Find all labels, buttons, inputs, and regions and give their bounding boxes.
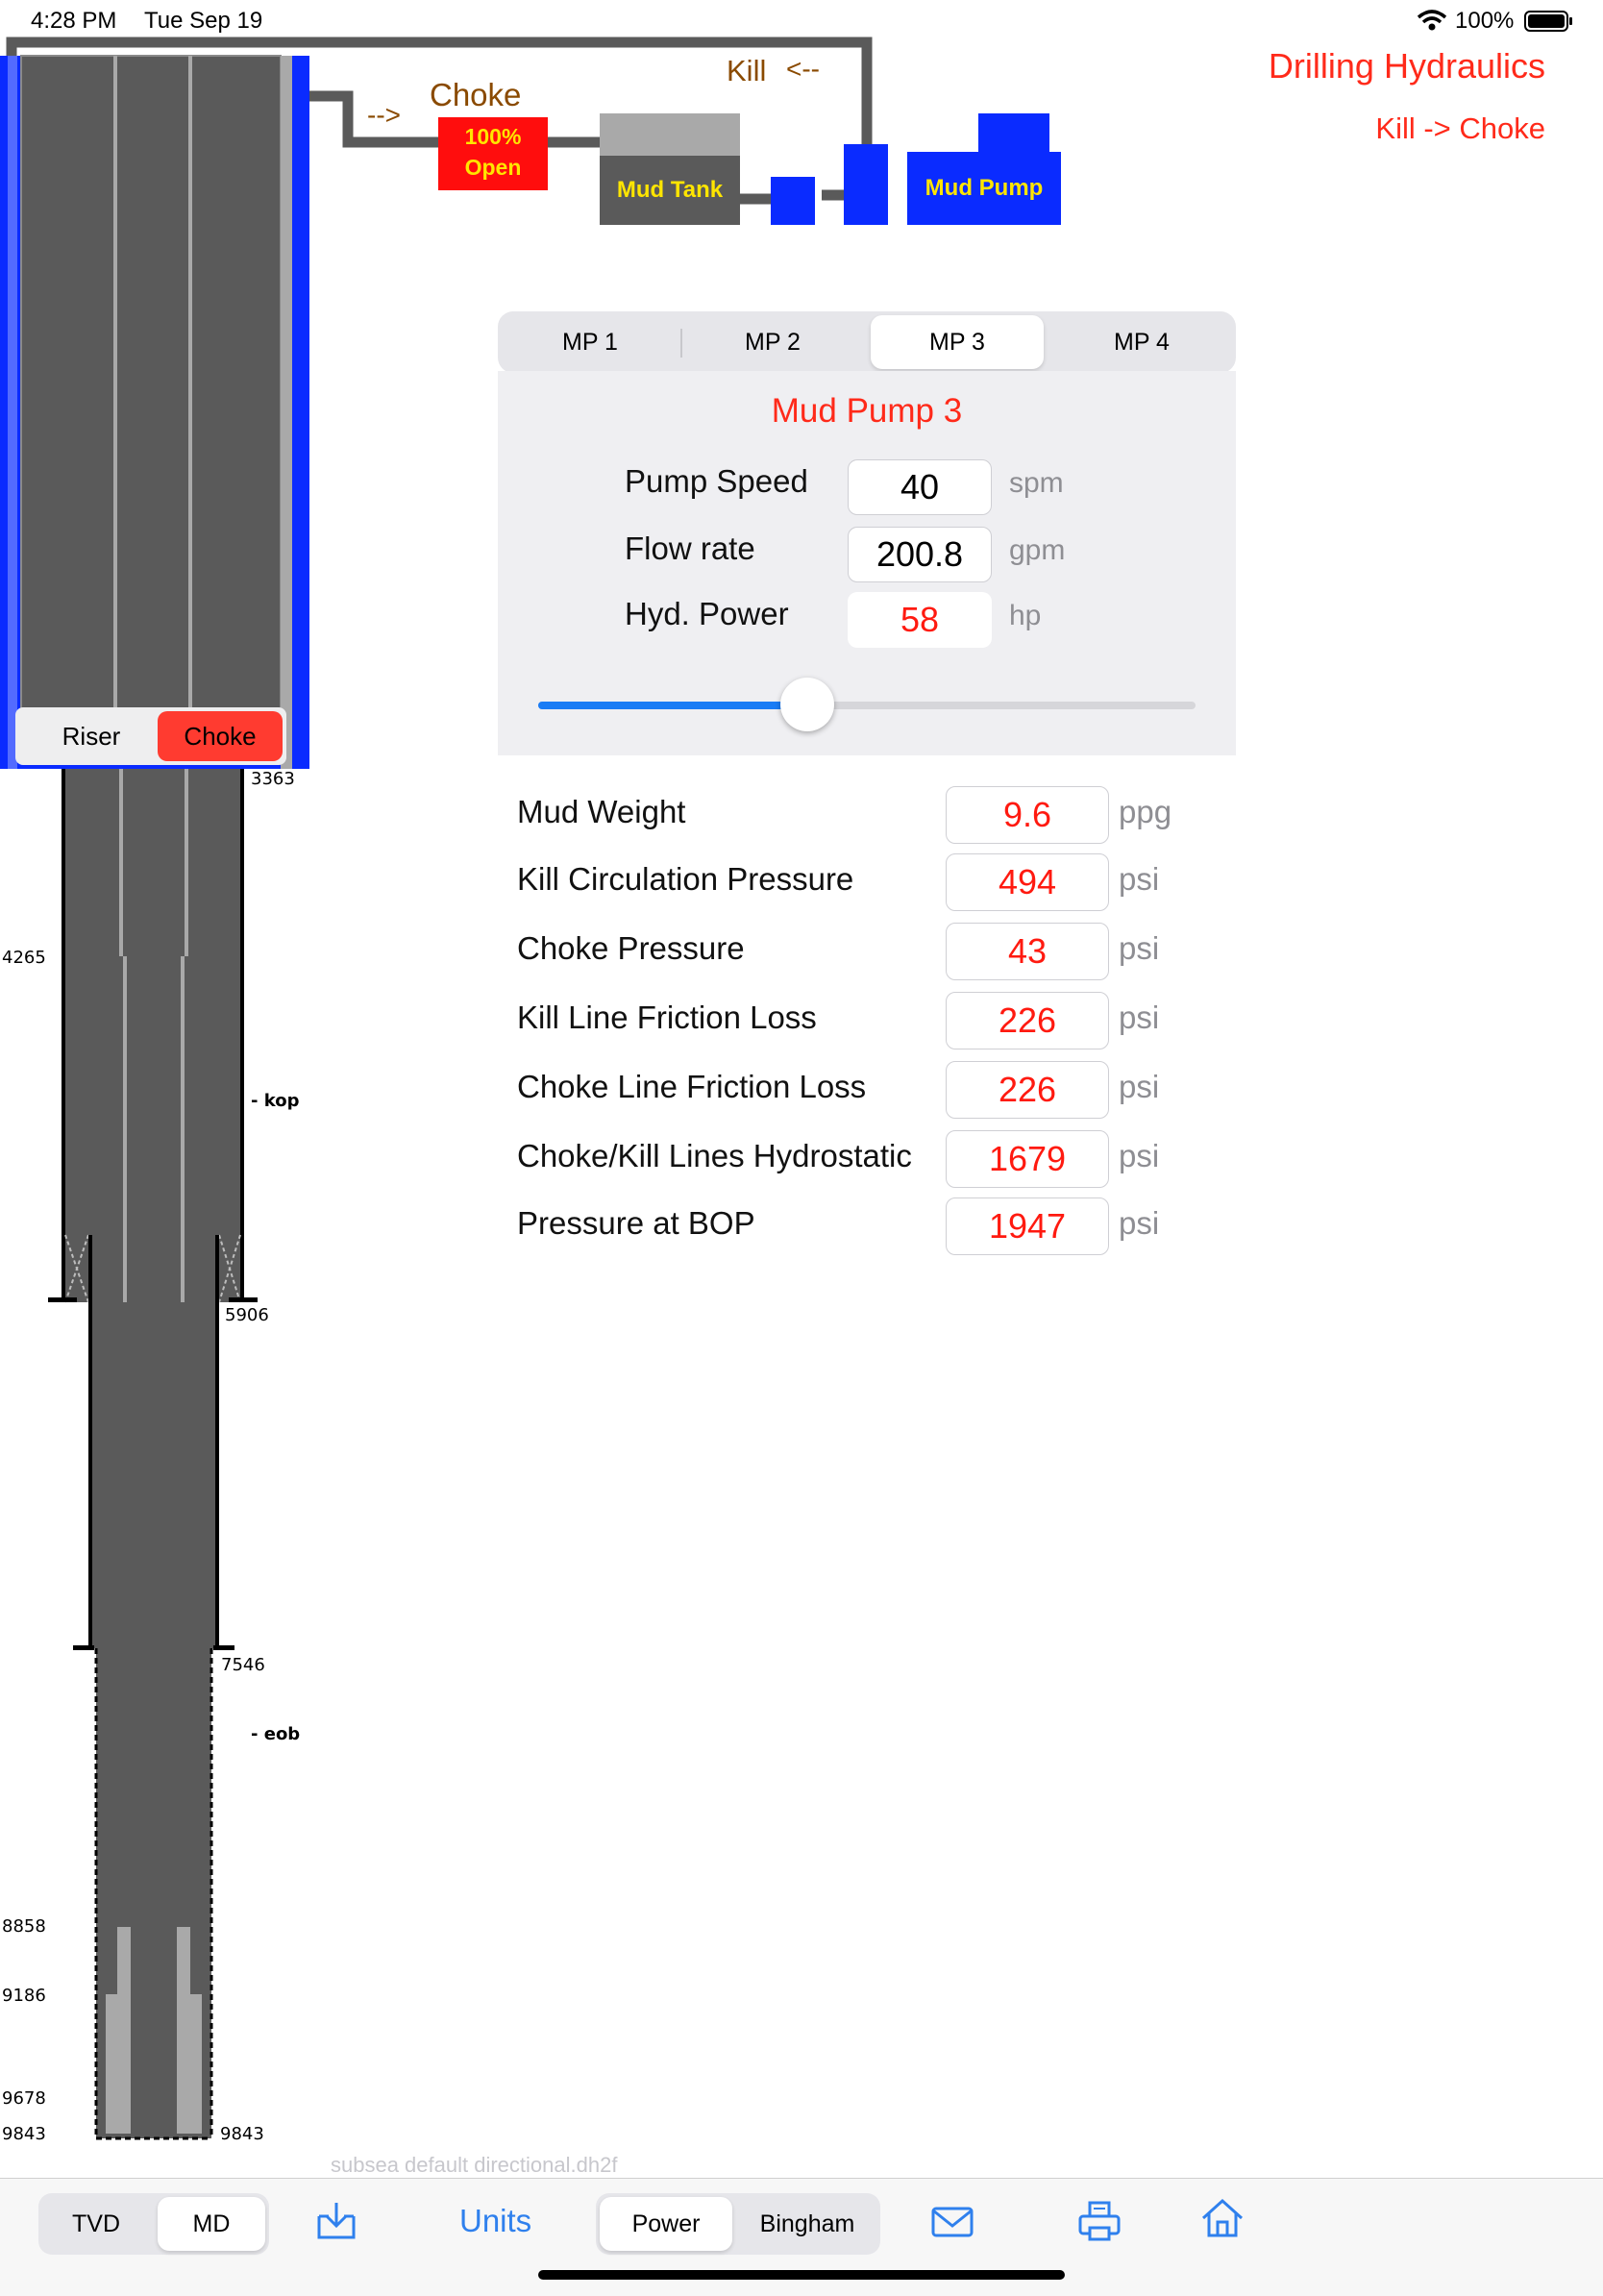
depth-3363: 3363 [251, 769, 295, 789]
pressure-value: 1947 [946, 1197, 1109, 1255]
pump-manifold [844, 144, 888, 225]
pressure-label: Pressure at BOP [517, 1205, 755, 1241]
choke-valve-state: Open [464, 155, 522, 180]
mud-tank[interactable] [600, 113, 740, 225]
tab-mp2[interactable]: MP 2 [745, 328, 801, 356]
pressure-label: Kill Line Friction Loss [517, 1000, 817, 1035]
depth-4265: 4265 [2, 948, 46, 968]
tab-divider [680, 329, 682, 358]
flow-rate-label: Flow rate [625, 531, 755, 566]
pressure-label: Kill Circulation Pressure [517, 861, 854, 897]
choke-valve-percent: 100% [464, 124, 522, 149]
status-time: 4:28 PM [31, 8, 117, 34]
depth-9186: 9186 [2, 1986, 46, 2006]
pressure-value: 9.6 [946, 786, 1109, 844]
pressure-value: 226 [946, 992, 1109, 1049]
home-indicator [538, 2270, 1065, 2280]
mud-pump-top [978, 113, 1049, 152]
depth-9843-left: 9843 [2, 2124, 46, 2144]
pressure-list [517, 786, 1228, 1267]
choke-valve[interactable] [438, 117, 548, 190]
riser-option[interactable]: Riser [62, 721, 121, 751]
status-date: Tue Sep 19 [144, 8, 263, 34]
choke-arrow: --> [367, 100, 401, 130]
pressure-unit: psi [1119, 1000, 1160, 1035]
slider-thumb[interactable] [780, 678, 834, 731]
pressure-unit: psi [1119, 930, 1160, 966]
file-name: subsea default directional.dh2f [331, 2153, 618, 2177]
flow-rate-input[interactable]: 200.8 [848, 527, 992, 582]
tvd-option[interactable]: TVD [72, 2210, 120, 2237]
tab-mp4[interactable]: MP 4 [1114, 328, 1170, 356]
small-pump-block [771, 177, 815, 225]
units-button[interactable]: Units [459, 2203, 532, 2238]
choke-option[interactable]: Choke [158, 711, 283, 761]
flow-direction-label[interactable]: Kill -> Choke [1375, 111, 1545, 145]
pump-panel [498, 371, 1236, 755]
pump-speed-input[interactable]: 40 [848, 459, 992, 515]
home-icon[interactable] [1199, 2195, 1245, 2241]
power-option[interactable]: Power [600, 2197, 732, 2251]
depth-9678: 9678 [2, 2088, 46, 2109]
mud-tank-body [600, 156, 740, 225]
depth-mode-toggle[interactable] [38, 2193, 269, 2255]
wifi-icon [1417, 10, 1447, 31]
pressure-unit: psi [1119, 861, 1160, 897]
pressure-unit: psi [1119, 1205, 1160, 1241]
pump-speed-unit: spm [1009, 467, 1064, 499]
eob-marker: - eob [251, 1724, 301, 1744]
tab-mp1[interactable]: MP 1 [562, 328, 618, 356]
save-tray-icon[interactable] [313, 2197, 359, 2243]
md-option[interactable]: MD [158, 2197, 265, 2251]
model-toggle[interactable] [596, 2193, 880, 2255]
pump-speed-label: Pump Speed [625, 463, 808, 499]
pressure-label: Mud Weight [517, 794, 686, 829]
print-icon[interactable] [1076, 2197, 1122, 2243]
bingham-option[interactable]: Bingham [759, 2210, 855, 2237]
pump-speed-slider[interactable] [538, 702, 1196, 709]
pressure-label: Choke/Kill Lines Hydrostatic [517, 1138, 912, 1173]
mud-tank-label: Mud Tank [616, 177, 724, 203]
pressure-value: 226 [946, 1061, 1109, 1119]
riser-choke-toggle[interactable] [15, 707, 286, 765]
depth-8858: 8858 [2, 1916, 46, 1937]
battery-icon [1524, 11, 1574, 32]
depth-5906: 5906 [225, 1305, 269, 1325]
choke-label: Choke [430, 77, 522, 112]
pressure-unit: psi [1119, 1138, 1160, 1173]
mud-tank-top [600, 113, 740, 156]
pressure-label: Choke Line Friction Loss [517, 1069, 867, 1104]
battery-percent: 100% [1455, 8, 1515, 34]
slider-fill [538, 702, 807, 709]
hyd-power-unit: hp [1009, 600, 1042, 631]
mud-pump-label: Mud Pump [925, 175, 1044, 201]
pressure-value: 494 [946, 853, 1109, 911]
pump-panel-title: Mud Pump 3 [771, 392, 963, 430]
depth-9843-right: 9843 [220, 2124, 264, 2144]
tab-mp3[interactable]: MP 3 [871, 315, 1044, 369]
mud-pump-body [907, 152, 1061, 225]
hyd-power-label: Hyd. Power [625, 596, 789, 631]
mail-icon[interactable] [930, 2203, 974, 2241]
pressure-value: 1679 [946, 1130, 1109, 1188]
app-title[interactable]: Drilling Hydraulics [1268, 46, 1545, 86]
kill-label: Kill [727, 54, 767, 87]
pressure-label: Choke Pressure [517, 930, 745, 966]
kill-arrow: <-- [786, 54, 820, 84]
flow-rate-unit: gpm [1009, 534, 1066, 566]
kop-marker: - kop [251, 1091, 300, 1111]
pump-tabs[interactable] [498, 311, 1236, 373]
depth-7546: 7546 [221, 1655, 265, 1675]
pressure-unit: psi [1119, 1069, 1160, 1104]
pressure-value: 43 [946, 923, 1109, 980]
hyd-power-value: 58 [848, 592, 992, 648]
pressure-unit: ppg [1119, 794, 1172, 829]
mud-pump[interactable] [907, 113, 1061, 225]
